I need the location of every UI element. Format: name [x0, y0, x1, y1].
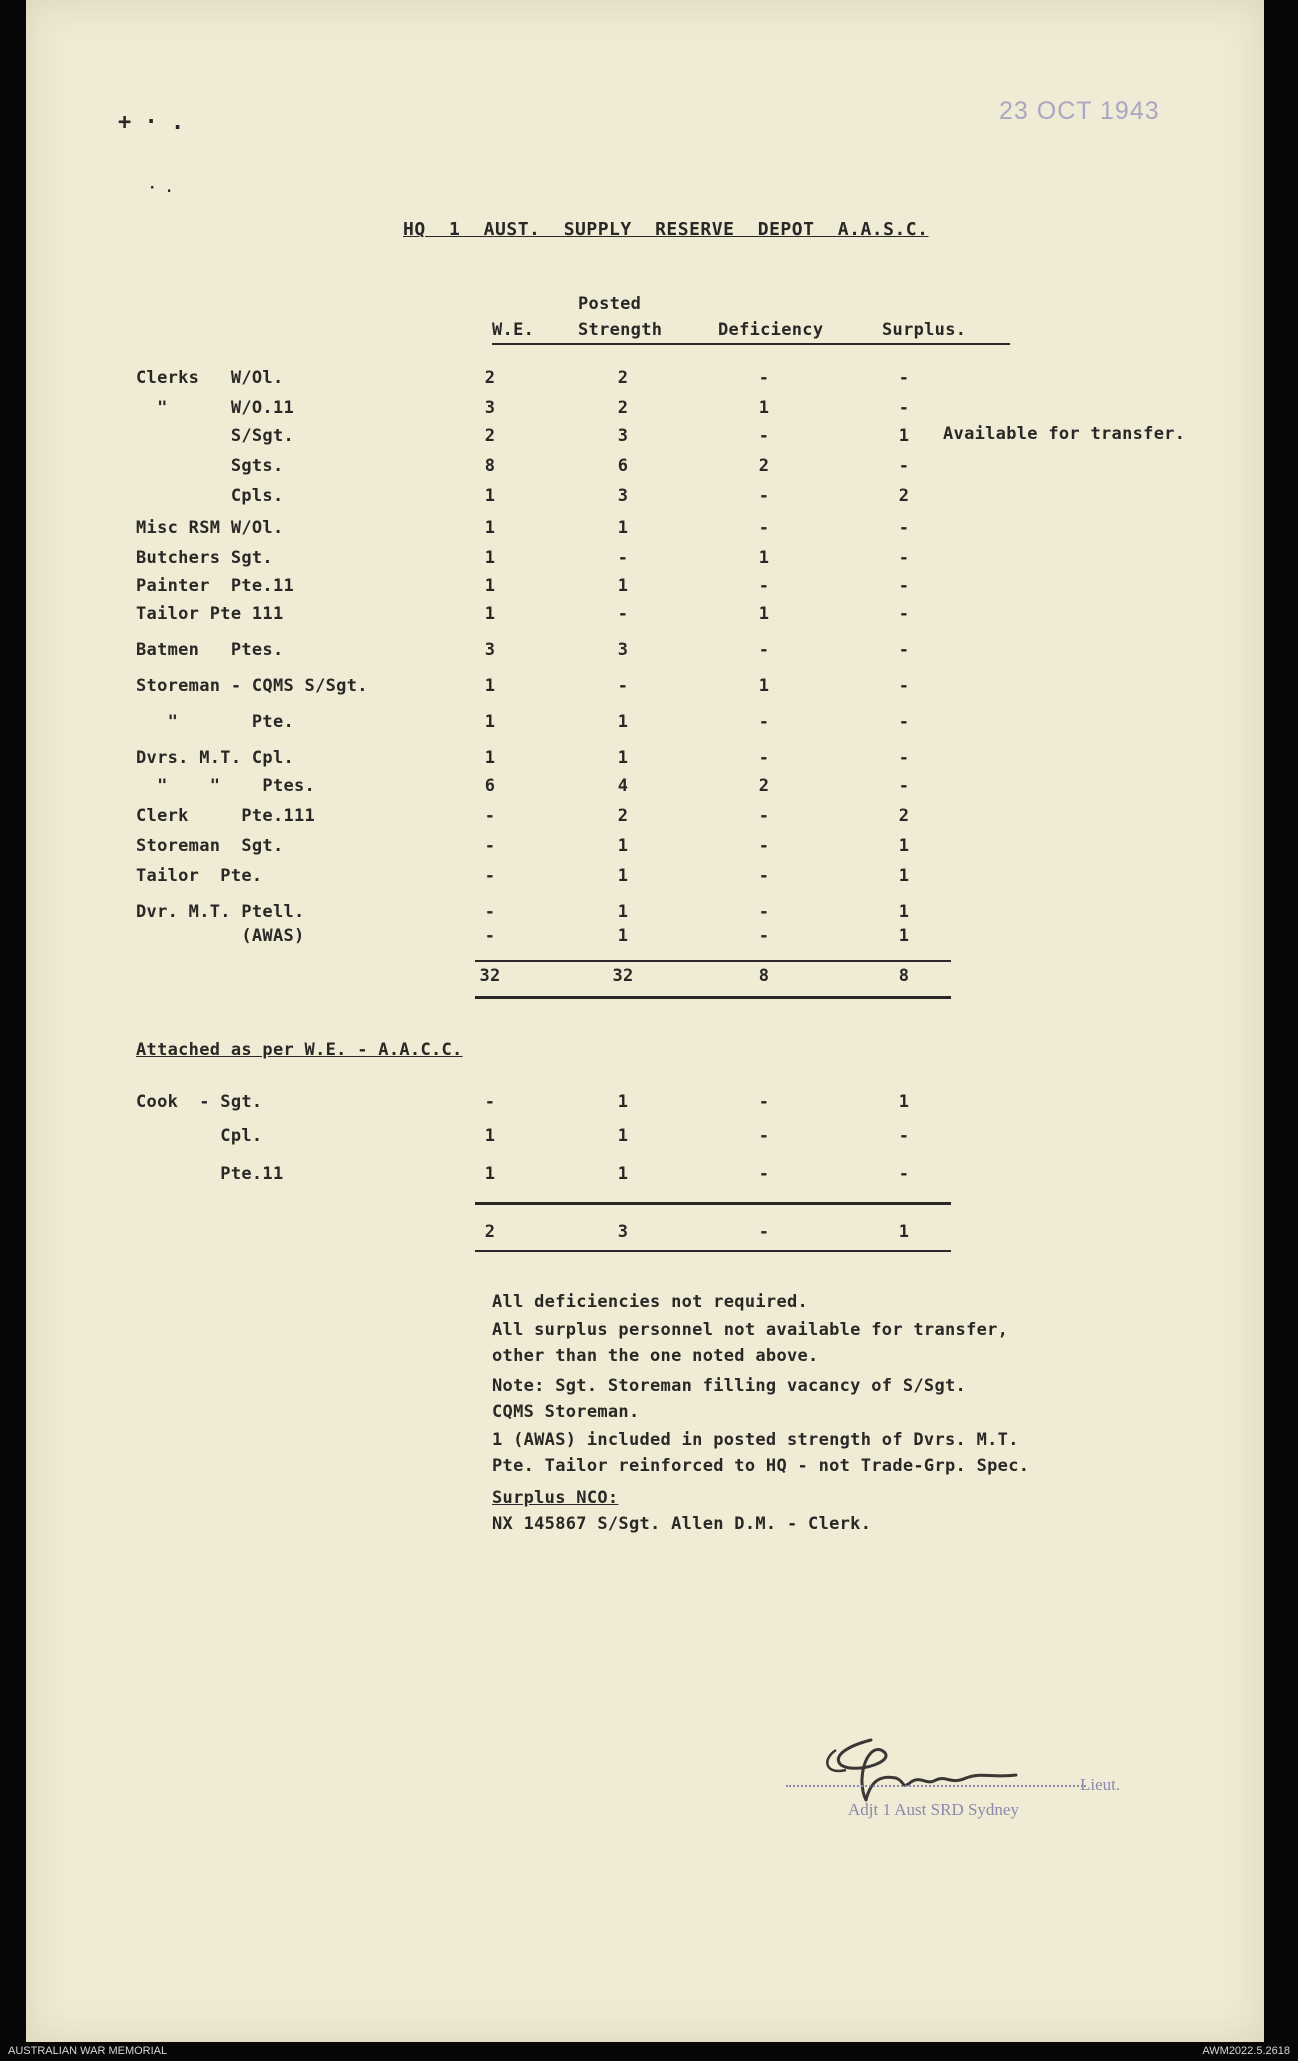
row-sur: -: [898, 640, 910, 660]
attached-row-we: -: [484, 1092, 496, 1112]
attached-line-bottom: [475, 1250, 951, 1252]
attached-row-posted: 1: [617, 1092, 629, 1112]
row-sur: -: [898, 368, 910, 388]
header-surplus: Surplus.: [882, 320, 967, 340]
row-we: 3: [484, 398, 496, 418]
transfer-note: Available for transfer.: [943, 424, 1186, 444]
document-title: HQ 1 AUST. SUPPLY RESERVE DEPOT A.A.S.C.: [403, 219, 929, 240]
row-posted: 1: [617, 518, 629, 538]
row-we: 1: [484, 604, 496, 624]
header-posted: Posted: [578, 294, 642, 314]
row-posted: 2: [617, 806, 629, 826]
row-sur: -: [898, 712, 910, 732]
row-label: Batmen Ptes.: [136, 640, 284, 660]
attached-total-def: -: [758, 1222, 770, 1242]
row-def: 2: [758, 776, 770, 796]
row-sur: -: [898, 456, 910, 476]
total-posted: 32: [612, 966, 634, 986]
signature-rank: Lieut.: [1080, 1775, 1121, 1794]
row-def: 2: [758, 456, 770, 476]
signature-title: Adjt 1 Aust SRD Sydney: [848, 1800, 1019, 1819]
row-we: 1: [484, 518, 496, 538]
row-def: -: [758, 368, 770, 388]
attached-row-sur: 1: [898, 1092, 910, 1112]
row-label: Sgts.: [136, 456, 284, 476]
footer-left: AUSTRALIAN WAR MEMORIAL: [8, 2045, 168, 2057]
row-def: 1: [758, 676, 770, 696]
row-posted: 1: [617, 926, 629, 946]
attached-heading: Attached as per W.E. - A.A.C.C.: [136, 1040, 463, 1060]
row-posted: 2: [617, 368, 629, 388]
note-line-8: Surplus NCO:: [492, 1488, 619, 1508]
row-label: Painter Pte.11: [136, 576, 295, 596]
row-we: 1: [484, 576, 496, 596]
row-label: " " Ptes.: [136, 776, 316, 796]
row-we: 8: [484, 456, 496, 476]
footer-bar: [0, 2042, 1298, 2061]
row-sur: 2: [898, 806, 910, 826]
note-line-2: All surplus personnel not available for transfer,: [492, 1320, 1009, 1340]
row-we: -: [484, 902, 496, 922]
attached-row-label: Cpl.: [136, 1126, 263, 1146]
note-line-1: All deficiencies not required.: [492, 1292, 809, 1312]
row-we: 6: [484, 776, 496, 796]
attached-total-sur: 1: [898, 1222, 910, 1242]
row-def: -: [758, 926, 770, 946]
row-posted: -: [617, 604, 629, 624]
row-def: -: [758, 902, 770, 922]
attached-row-def: -: [758, 1126, 770, 1146]
row-def: 1: [758, 548, 770, 568]
row-posted: -: [617, 676, 629, 696]
row-we: 2: [484, 368, 496, 388]
totals-line-bottom: [475, 996, 951, 999]
row-sur: 1: [898, 902, 910, 922]
row-posted: -: [617, 548, 629, 568]
row-we: -: [484, 926, 496, 946]
row-def: -: [758, 806, 770, 826]
punch-marks-2: · .: [148, 180, 174, 196]
row-sur: -: [898, 576, 910, 596]
row-def: -: [758, 836, 770, 856]
row-we: -: [484, 806, 496, 826]
row-label: Dvr. M.T. Ptell.: [136, 902, 305, 922]
signature-line: [786, 1785, 1086, 1787]
row-posted: 1: [617, 748, 629, 768]
attached-row-we: 1: [484, 1164, 496, 1184]
row-we: 1: [484, 486, 496, 506]
row-label: " Pte.: [136, 712, 295, 732]
row-sur: -: [898, 676, 910, 696]
row-sur: 1: [898, 426, 910, 446]
row-posted: 1: [617, 866, 629, 886]
row-sur: -: [898, 518, 910, 538]
note-line-5: CQMS Storeman.: [492, 1402, 640, 1422]
row-we: -: [484, 866, 496, 886]
row-sur: -: [898, 604, 910, 624]
attached-total-posted: 3: [617, 1222, 629, 1242]
row-sur: -: [898, 548, 910, 568]
attached-row-sur: -: [898, 1126, 910, 1146]
row-posted: 3: [617, 426, 629, 446]
row-we: 1: [484, 676, 496, 696]
row-we: 2: [484, 426, 496, 446]
row-posted: 2: [617, 398, 629, 418]
row-posted: 3: [617, 486, 629, 506]
attached-row-label: Cook - Sgt.: [136, 1092, 263, 1112]
row-we: 1: [484, 748, 496, 768]
row-label: (AWAS): [136, 926, 305, 946]
row-sur: 1: [898, 836, 910, 856]
row-posted: 4: [617, 776, 629, 796]
row-label: Dvrs. M.T. Cpl.: [136, 748, 295, 768]
row-def: -: [758, 712, 770, 732]
attached-row-def: -: [758, 1164, 770, 1184]
punch-marks: + · .: [118, 110, 185, 135]
attached-line-top: [475, 1202, 951, 1205]
note-line-3: other than the one noted above.: [492, 1346, 819, 1366]
header-strength: Strength: [578, 320, 663, 340]
row-posted: 3: [617, 640, 629, 660]
attached-row-we: 1: [484, 1126, 496, 1146]
row-sur: -: [898, 748, 910, 768]
row-sur: 1: [898, 866, 910, 886]
header-we: W.E.: [492, 320, 535, 340]
row-def: -: [758, 748, 770, 768]
row-label: Storeman - CQMS S/Sgt.: [136, 676, 368, 696]
note-line-4: Note: Sgt. Storeman filling vacancy of S/Sgt.: [492, 1376, 967, 1396]
row-label: Clerk Pte.111: [136, 806, 316, 826]
row-label: Butchers Sgt.: [136, 548, 273, 568]
note-line-9: NX 145867 S/Sgt. Allen D.M. - Clerk.: [492, 1514, 872, 1534]
row-posted: 1: [617, 902, 629, 922]
attached-row-posted: 1: [617, 1164, 629, 1184]
attached-row-label: Pte.11: [136, 1164, 284, 1184]
total-we: 32: [479, 966, 501, 986]
row-sur: -: [898, 398, 910, 418]
row-label: Clerks W/Ol.: [136, 368, 284, 388]
total-sur: 8: [898, 966, 910, 986]
attached-row-sur: -: [898, 1164, 910, 1184]
row-posted: 1: [617, 712, 629, 732]
row-we: -: [484, 836, 496, 856]
row-posted: 6: [617, 456, 629, 476]
row-sur: 2: [898, 486, 910, 506]
row-we: 1: [484, 712, 496, 732]
row-label: Tailor Pte.: [136, 866, 263, 886]
row-posted: 1: [617, 836, 629, 856]
row-def: -: [758, 866, 770, 886]
header-underline: [492, 343, 1010, 345]
attached-row-def: -: [758, 1092, 770, 1112]
attached-total-we: 2: [484, 1222, 496, 1242]
note-line-6: 1 (AWAS) included in posted strength of Dvrs. M.T.: [492, 1430, 1019, 1450]
row-def: -: [758, 576, 770, 596]
totals-line-top: [475, 960, 951, 962]
row-we: 1: [484, 548, 496, 568]
attached-row-posted: 1: [617, 1126, 629, 1146]
date-stamp: 23 OCT 1943: [999, 97, 1160, 125]
document-page: [26, 0, 1264, 2042]
row-label: Misc RSM W/Ol.: [136, 518, 284, 538]
row-sur: -: [898, 776, 910, 796]
note-line-7: Pte. Tailor reinforced to HQ - not Trade-Grp. Spec.: [492, 1456, 1030, 1476]
row-def: 1: [758, 604, 770, 624]
row-we: 3: [484, 640, 496, 660]
row-def: -: [758, 518, 770, 538]
row-label: " W/O.11: [136, 398, 295, 418]
row-posted: 1: [617, 576, 629, 596]
row-label: Storeman Sgt.: [136, 836, 284, 856]
row-def: -: [758, 426, 770, 446]
row-def: 1: [758, 398, 770, 418]
row-def: -: [758, 640, 770, 660]
row-label: Cpls.: [136, 486, 284, 506]
row-label: S/Sgt.: [136, 426, 295, 446]
row-sur: 1: [898, 926, 910, 946]
total-def: 8: [758, 966, 770, 986]
footer-right: AWM2022.5.2618: [1202, 2045, 1290, 2057]
row-label: Tailor Pte 111: [136, 604, 284, 624]
row-def: -: [758, 486, 770, 506]
header-deficiency: Deficiency: [718, 320, 824, 340]
